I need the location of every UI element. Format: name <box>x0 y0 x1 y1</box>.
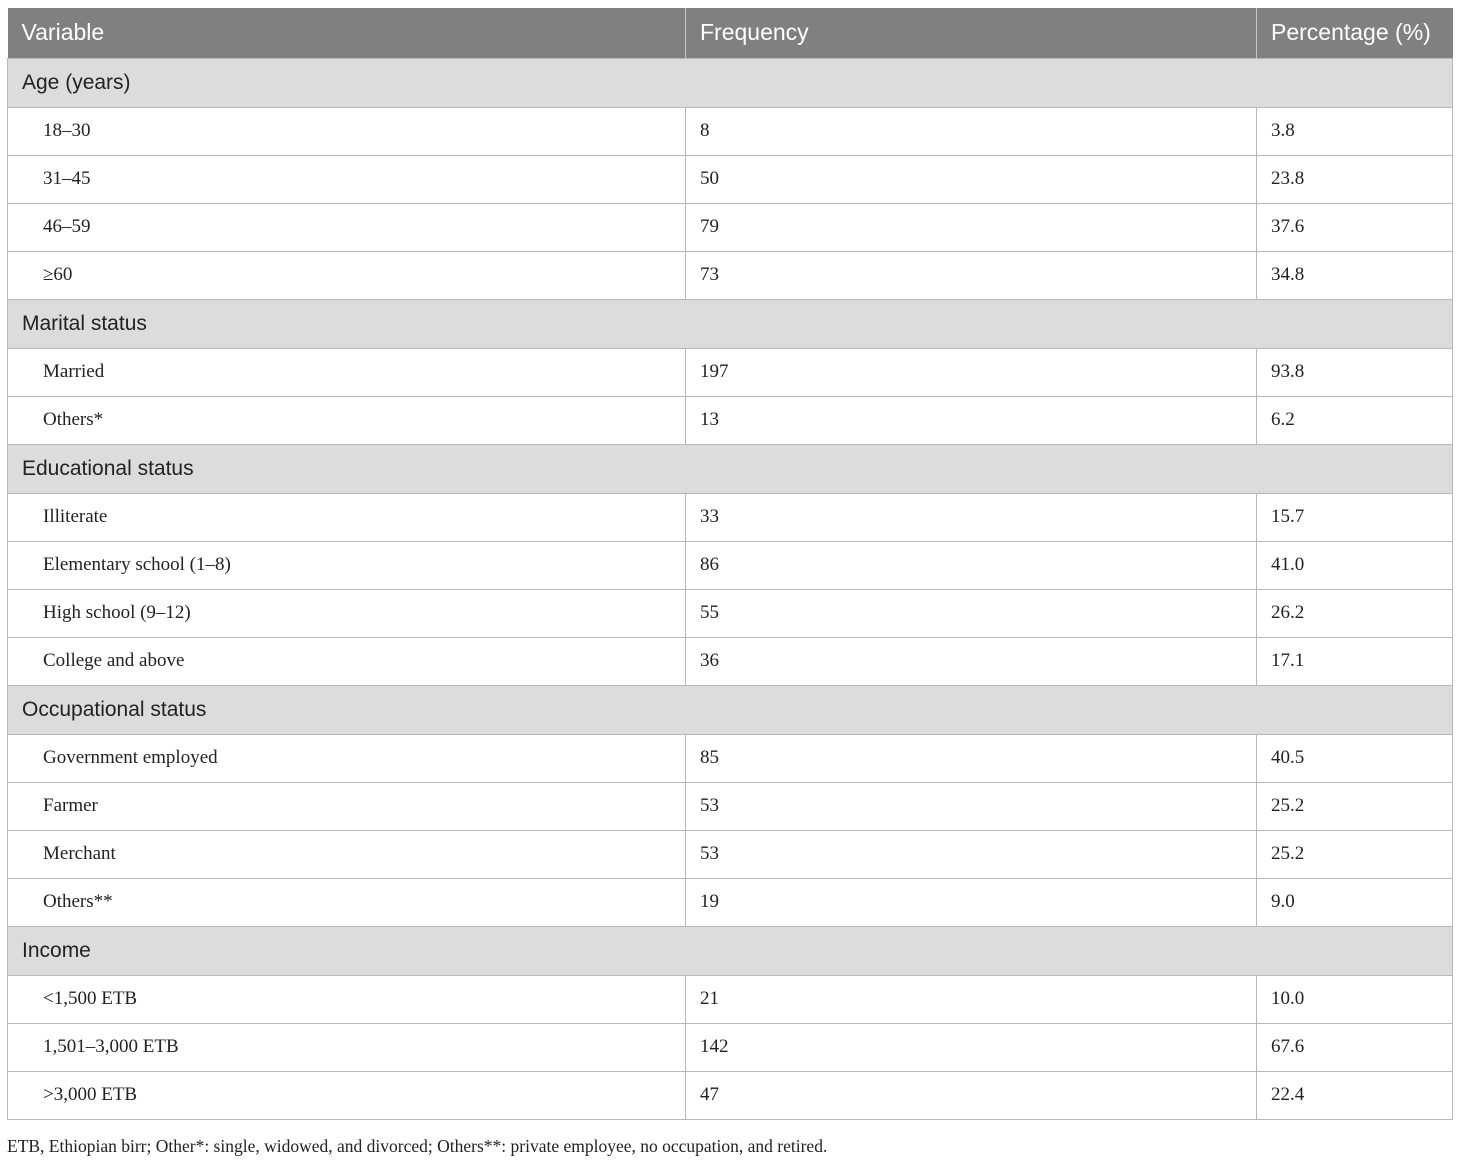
section-header-row <box>8 685 1453 734</box>
row-label-cell: 18–30 <box>8 107 686 155</box>
frequency-cell: 79 <box>686 203 1257 251</box>
section-title: Occupational status <box>8 685 1453 734</box>
frequency-cell: 21 <box>686 975 1257 1023</box>
percentage-cell: 26.2 <box>1257 589 1453 637</box>
frequency-cell: 50 <box>686 155 1257 203</box>
percentage-cell: 3.8 <box>1257 107 1453 155</box>
percentage-cell: 17.1 <box>1257 637 1453 685</box>
percentage-cell: 25.2 <box>1257 830 1453 878</box>
percentage-cell: 6.2 <box>1257 396 1453 444</box>
table-row <box>8 637 1453 685</box>
row-label-cell: Government employed <box>8 734 686 782</box>
table-row <box>8 155 1453 203</box>
percentage-cell: 15.7 <box>1257 493 1453 541</box>
row-label-cell: Others** <box>8 878 686 926</box>
table-row <box>8 830 1453 878</box>
row-label-cell: College and above <box>8 637 686 685</box>
row-label-cell: Merchant <box>8 830 686 878</box>
table-row <box>8 493 1453 541</box>
percentage-cell: 41.0 <box>1257 541 1453 589</box>
table-footnote: ETB, Ethiopian birr; Other*: single, widowed, and divorced; Others**: private employee, no occupation, and retired. <box>7 1136 828 1156</box>
table-header-row <box>8 8 1453 58</box>
percentage-cell: 37.6 <box>1257 203 1453 251</box>
row-label-cell: Illiterate <box>8 493 686 541</box>
table-row <box>8 107 1453 155</box>
section-title: Educational status <box>8 444 1453 493</box>
section-title: Age (years) <box>8 58 1453 107</box>
section-title: Marital status <box>8 299 1453 348</box>
frequency-cell: 55 <box>686 589 1257 637</box>
table-body <box>8 58 1453 1119</box>
percentage-cell: 10.0 <box>1257 975 1453 1023</box>
frequency-cell: 13 <box>686 396 1257 444</box>
frequency-cell: 86 <box>686 541 1257 589</box>
frequency-cell: 53 <box>686 830 1257 878</box>
demographics-table <box>7 8 1453 1120</box>
section-header-row <box>8 926 1453 975</box>
row-label-cell: 31–45 <box>8 155 686 203</box>
row-label-cell: High school (9–12) <box>8 589 686 637</box>
row-label-cell: <1,500 ETB <box>8 975 686 1023</box>
header-variable: Variable <box>8 8 686 58</box>
section-header-row <box>8 444 1453 493</box>
row-label-cell: Elementary school (1–8) <box>8 541 686 589</box>
row-label-cell: 1,501–3,000 ETB <box>8 1023 686 1071</box>
row-label-cell: 46–59 <box>8 203 686 251</box>
table-row <box>8 203 1453 251</box>
frequency-cell: 85 <box>686 734 1257 782</box>
frequency-cell: 47 <box>686 1071 1257 1119</box>
frequency-cell: 33 <box>686 493 1257 541</box>
row-label-cell: Married <box>8 348 686 396</box>
percentage-cell: 93.8 <box>1257 348 1453 396</box>
row-label-cell: >3,000 ETB <box>8 1071 686 1119</box>
percentage-cell: 40.5 <box>1257 734 1453 782</box>
header-percentage: Percentage (%) <box>1257 8 1453 58</box>
table-row <box>8 396 1453 444</box>
percentage-cell: 22.4 <box>1257 1071 1453 1119</box>
frequency-cell: 36 <box>686 637 1257 685</box>
section-title: Income <box>8 926 1453 975</box>
section-header-row <box>8 299 1453 348</box>
row-label-cell: Farmer <box>8 782 686 830</box>
percentage-cell: 25.2 <box>1257 782 1453 830</box>
table-row <box>8 541 1453 589</box>
row-label-cell: ≥60 <box>8 251 686 299</box>
section-header-row <box>8 58 1453 107</box>
table-row <box>8 589 1453 637</box>
percentage-cell: 34.8 <box>1257 251 1453 299</box>
header-frequency: Frequency <box>686 8 1257 58</box>
frequency-cell: 19 <box>686 878 1257 926</box>
table-row <box>8 1071 1453 1119</box>
row-label-cell: Others* <box>8 396 686 444</box>
frequency-cell: 53 <box>686 782 1257 830</box>
percentage-cell: 9.0 <box>1257 878 1453 926</box>
table-row <box>8 348 1453 396</box>
percentage-cell: 67.6 <box>1257 1023 1453 1071</box>
table-row <box>8 878 1453 926</box>
frequency-cell: 8 <box>686 107 1257 155</box>
frequency-cell: 142 <box>686 1023 1257 1071</box>
table-container <box>7 8 1452 1120</box>
table-row <box>8 1023 1453 1071</box>
table-row <box>8 734 1453 782</box>
frequency-cell: 197 <box>686 348 1257 396</box>
table-row <box>8 251 1453 299</box>
table-row <box>8 975 1453 1023</box>
frequency-cell: 73 <box>686 251 1257 299</box>
table-row <box>8 782 1453 830</box>
percentage-cell: 23.8 <box>1257 155 1453 203</box>
